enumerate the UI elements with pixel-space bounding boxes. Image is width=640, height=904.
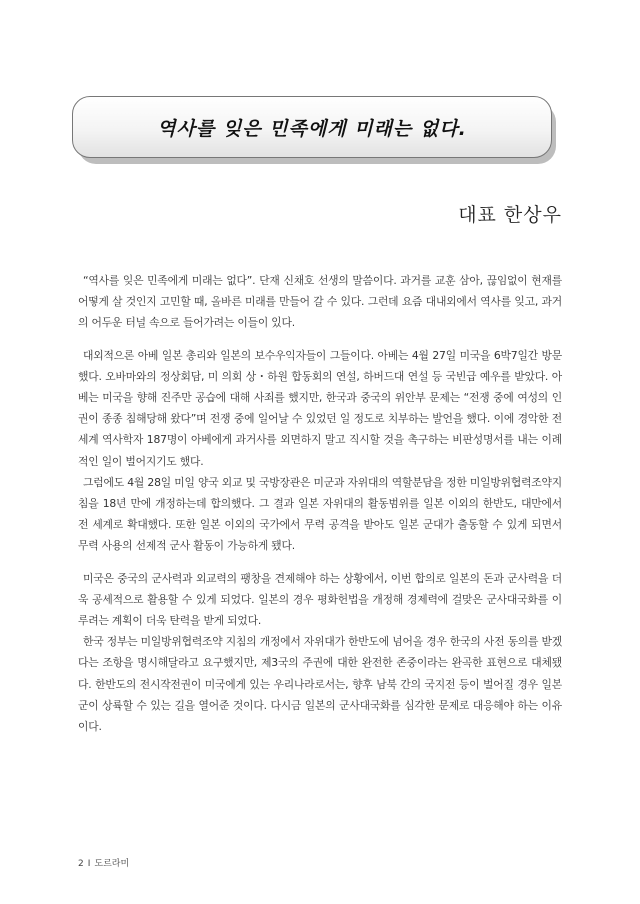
- paragraph: “역사를 잊은 민족에게 미래는 없다”. 단재 신채호 선생의 말씀이다. 과거를 교훈 삼아, 끊임없이 현재를 어떻게 살 것인지 고민할 때, 올바른 미래를 만들어 갈 수 있다. 그런데 요즘 대내외에서 역사를 잊고, 과거의 어두운 터널 속으로 들어가려는 이들이 있다.: [78, 274, 562, 330]
- paragraph: 미국은 중국의 군사력과 외교력의 팽창을 견제해야 하는 상황에서, 이번 합의로 일본의 돈과 군사력을 더욱 공세적으로 활용할 수 있게 되었다. 일본의 경우 평화헌법을 개정해 경제력에 걸맞은 군사대국화를 이루려는 계획이 더욱 탄력을 받게 되었다.: [78, 571, 562, 628]
- paragraph: 한국 정부는 미일방위협력조약 지침의 개정에서 자위대가 한반도에 넘어올 경우 한국의 사전 동의를 받겠다는 조항을 명시해달라고 요구했지만, 제3국의 주권에 대한 완전한 존중이라는 완곡한 표현으로 대체됐다. 한반도의 전시작전권이 미국에게 있는 우리나라로서는, 향후 남북 간의 국지전 등이 벌어질 경우 일본군이 상륙할 수 있는 길을 열어준 것이다. 다시금 일본의 군사대국화를 심각한 문제로 대응해야 하는 이유이다.: [78, 635, 562, 734]
- publication-name: 도르라미: [94, 859, 130, 869]
- author-byline: 대표 한상우: [458, 204, 562, 226]
- page-footer: [78, 856, 129, 869]
- paragraph: 대외적으론 아베 일본 총리와 일본의 보수우익자들이 그들이다. 아베는 4월 27일 미국을 6박7일간 방문했다. 오바마와의 정상회담, 미 의회 상・하원 합동회의 연설, 하버드대 연설 등 국빈급 예우를 받았다. 아베는 미국을 향해 진주만 공습에 대해 사죄를 했지만, 한국과 중국의 위안부 문제는 “전쟁 중에 여성의 인권이 종종 침해당해 왔다”며 전쟁 중에 일어날 수 있었던 일 정도로 치부하는 발언을 했다. 이에 경악한 전 세계 역사학자 187명이 아베에게 과거사를 외면하지 말고 직시할 것을 촉구하는 비판성명서를 내는 이례적인 일이 벌어지기도 했다.: [78, 348, 562, 468]
- page-number: 2: [78, 859, 84, 869]
- title-banner: [72, 96, 552, 158]
- title-box: [72, 96, 552, 158]
- article-body: [78, 270, 562, 737]
- footer-separator: I: [87, 859, 91, 869]
- page-title: 역사를 잊은 민족에게 미래는 없다.: [157, 117, 467, 140]
- paragraph: 그럼에도 4월 28일 미일 양국 외교 및 국방장관은 미군과 자위대의 역할분담을 정한 미일방위협력조약지침을 18년 만에 개정하는데 합의했다. 그 결과 일본 자위대의 활동범위를 일본 이외의 한반도, 대만에서 전 세계로 확대했다. 또한 일본 이외의 국가에서 무력 공격을 받아도 일본 군대가 출동할 수 있게 되면서 무력 사용의 선제적 군사 활동이 가능하게 됐다.: [78, 475, 562, 553]
